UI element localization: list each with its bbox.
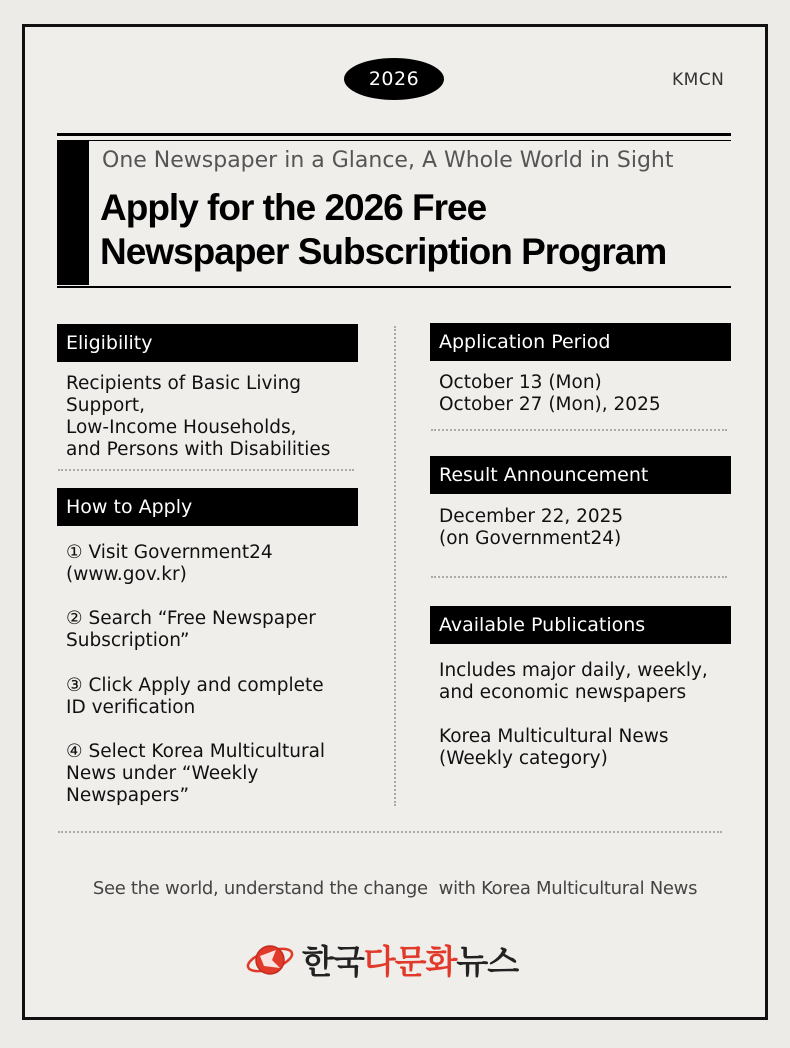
apply-step-line: (www.gov.kr) [66, 564, 187, 585]
brand-code: KMCN [672, 70, 725, 90]
logo-wordmark [302, 936, 518, 983]
how-to-apply-label: How to Apply [57, 488, 358, 526]
result-announcement-text [439, 506, 623, 550]
page-title [100, 186, 730, 274]
eligibility-line: Support, [66, 395, 146, 416]
result-announcement-label: Result Announcement [430, 456, 731, 494]
publications-line: and economic newspapers [439, 682, 687, 703]
header-rule-thin [57, 140, 731, 141]
divider-dotted [431, 429, 727, 431]
apply-step-line: ③ Click Apply and complete [66, 675, 324, 696]
page-title-line-2: Newspaper Subscription Program [100, 231, 667, 272]
apply-step-line: Subscription” [66, 630, 190, 651]
result-announcement-line: (on Government24) [439, 528, 622, 549]
application-period-label: Application Period [430, 323, 731, 361]
globe-swoosh-icon [246, 938, 296, 982]
publications-line: Includes major daily, weekly, [439, 660, 708, 681]
apply-step-line: ID verification [66, 697, 196, 718]
header-accent-bar [57, 141, 89, 285]
apply-step-line: News under “Weekly [66, 763, 259, 784]
divider-dotted [431, 576, 727, 578]
apply-step-2 [66, 608, 316, 652]
apply-step-line: Newspapers” [66, 785, 190, 806]
application-period-line: October 13 (Mon) [439, 372, 602, 393]
logo-text-korea: 한국 [302, 942, 364, 981]
logo-text-news: 뉴스 [456, 942, 519, 981]
eligibility-line: Low-Income Households, [66, 417, 297, 438]
application-period-line: October 27 (Mon), 2025 [439, 394, 661, 415]
eligibility-text [66, 373, 330, 461]
apply-step-3 [66, 675, 324, 719]
divider-dotted [58, 469, 354, 471]
header-rule-bottom [57, 286, 731, 288]
page-subtitle: One Newspaper in a Glance, A Whole World in Sight [102, 148, 674, 173]
footer-divider [58, 831, 722, 833]
eligibility-line: Recipients of Basic Living [66, 373, 302, 394]
apply-step-1 [66, 542, 273, 586]
available-publications-text-2 [439, 726, 669, 770]
logo-text-multicultural: 다문화 [363, 942, 457, 981]
apply-step-line: ① Visit Government24 [66, 542, 273, 563]
available-publications-text-1 [439, 660, 708, 704]
footer-tagline: See the world, understand the change with Korea Multicultural News [92, 878, 698, 899]
publications-line: Korea Multicultural News [439, 726, 669, 747]
year-badge: 2026 [344, 58, 444, 100]
page-title-line-1: Apply for the 2026 Free [100, 187, 487, 228]
result-announcement-line: December 22, 2025 [439, 506, 624, 527]
apply-step-4 [66, 741, 325, 807]
apply-step-line: ② Search “Free Newspaper [66, 608, 316, 629]
eligibility-line: and Persons with Disabilities [66, 439, 331, 460]
eligibility-label: Eligibility [57, 324, 358, 362]
apply-step-line: ④ Select Korea Multicultural [66, 741, 326, 762]
brand-logo [246, 936, 518, 983]
available-publications-label: Available Publications [430, 606, 731, 644]
publications-line: (Weekly category) [439, 748, 608, 769]
column-divider [394, 326, 396, 806]
application-period-text [439, 372, 661, 416]
header-rule-thick [57, 133, 731, 136]
